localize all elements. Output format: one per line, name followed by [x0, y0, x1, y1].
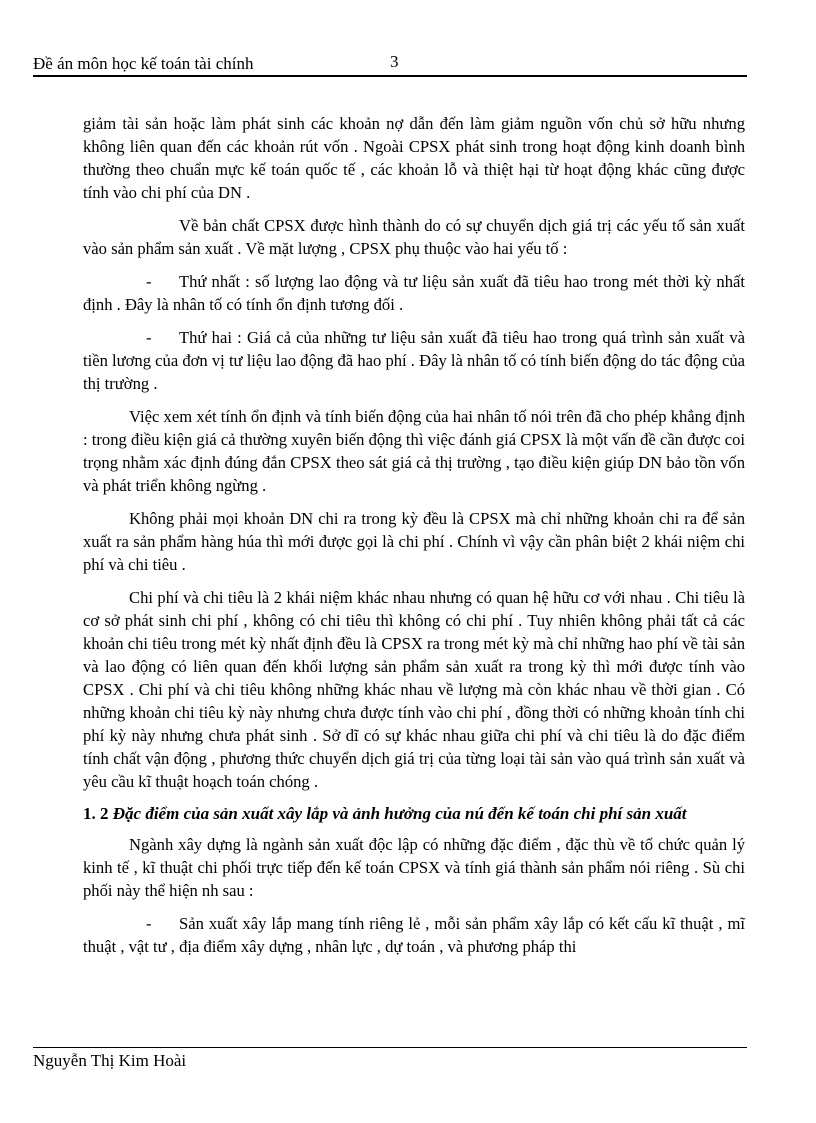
list-item-text: Sản xuất xây lắp mang tính riêng lẻ , mỗi sản phẩm xây lắp có kết cấu kĩ thuật , mĩ thuật , vật tư , địa điểm xây dựng , nhân lực , dự toán , và phương pháp thi	[83, 914, 745, 956]
paragraph: Không phải mọi khoản DN chi ra trong kỳ đều là CPSX mà chỉ những khoản chi ra để sản xuất ra sản phẩm hàng húa thì mới được gọi là chi phí . Chính vì vậy cần phân biệt 2 khái niệm chi phí và chi tiêu .	[83, 509, 745, 574]
list-item-text: Thứ hai : Giá cả của những tư liệu sản xuất đã tiêu hao trong quá trình sản xuất và tiền lương của đơn vị tư liệu lao động đã hao phí . Đây là nhân tố có tính biến động do tác động của thị trường .	[83, 328, 745, 393]
author-name: Nguyễn Thị Kim Hoài	[33, 1051, 187, 1070]
page-body	[83, 112, 745, 968]
paragraph: giảm tài sản hoặc làm phát sinh các khoản nợ dẫn đến làm giảm nguồn vốn chủ sở hữu nhưng không liên quan đến các khoản rút vốn . Ngoài CPSX phát sinh trong hoạt động kinh doanh bình thường theo chuẩn mực kế toán quốc tế , các khoản lỗ và thiệt hại từ hoạt động khác cũng được tính vào chi phí của DN .	[83, 114, 745, 202]
document-title: Đề án môn học kế toán tài chính	[33, 54, 254, 73]
list-item-text: Thứ nhất : số lượng lao động và tư liệu sản xuất đã tiêu hao trong mét thời kỳ nhất định . Đây là nhân tố có tính ổn định tương đối .	[83, 272, 745, 314]
page-number: 3	[390, 52, 399, 71]
paragraph: Ngành xây dựng là ngành sản xuất độc lập có những đặc điểm , đặc thù về tổ chức quản lý kinh tế , kĩ thuật chi phối trực tiếp đến kế toán CPSX và tính giá thành sản phẩm nói riêng . Sù chi phối này thể hiện nh sau :	[83, 835, 745, 900]
section-heading	[83, 803, 745, 825]
list-item	[83, 270, 745, 316]
page-footer	[33, 1051, 186, 1071]
bullet-dash: -	[146, 914, 152, 933]
list-item	[83, 326, 745, 395]
bullet-dash: -	[146, 328, 152, 347]
header-divider	[33, 75, 747, 77]
footer-divider	[33, 1047, 747, 1048]
section-number: 1. 2	[83, 804, 109, 823]
paragraph: Chi phí và chi tiêu là 2 khái niệm khác nhau nhưng có quan hệ hữu cơ với nhau . Chi tiêu là cơ sở phát sinh chi phí , không có chi tiêu thì không có chi phí . Tuy nhiên không phải tất cả các khoản chi tiêu trong mét kỳ nhất định đều là CPSX ra trong mét kỳ mà chỉ những hao phí về tài sản và lao động có liên quan đến khối lượng sản phẩm sản xuất ra trong kỳ thì mới được tính vào CPSX . Chi phí và chi tiêu không những khác nhau về lượng mà còn khác nhau về thời gian . Có những khoản chi tiêu kỳ này nhưng chưa được tính vào chi phí , đồng thời có những khoản tính chi phí kỳ này nhưng chưa phát sinh . Sở dĩ có sự khác nhau giữa chi phí và chi tiêu là do đặc điểm tính chất vận động , phương thức chuyển dịch giá trị của từng loại tài sản vào quá trình sản xuất và yêu cầu kĩ thuật hoạch toán chóng .	[83, 588, 745, 791]
bullet-dash: -	[146, 272, 152, 291]
paragraph: Về bản chất CPSX được hình thành do có sự chuyển dịch giá trị các yếu tố sản xuất vào sản phẩm sản xuất . Về mặt lượng , CPSX phụ thuộc vào hai yếu tố :	[83, 216, 745, 258]
section-title: Đặc điểm của sản xuất xây lắp và ảnh hưởng của nú đến kế toán chi phí sản xuất	[112, 804, 687, 823]
list-item	[83, 912, 745, 958]
page-header	[33, 52, 747, 76]
paragraph: Việc xem xét tính ổn định và tính biến động của hai nhân tố nói trên đã cho phép khẳng định : trong điều kiện giá cả thường xuyên biến động thì việc đánh giá CPSX là một vấn đề cần được coi trọng nhằm xác định đúng đắn CPSX theo sát giá cả thị trường , tạo điều kiện giúp DN bảo tồn vốn và phát triển không ngừng .	[83, 407, 745, 495]
